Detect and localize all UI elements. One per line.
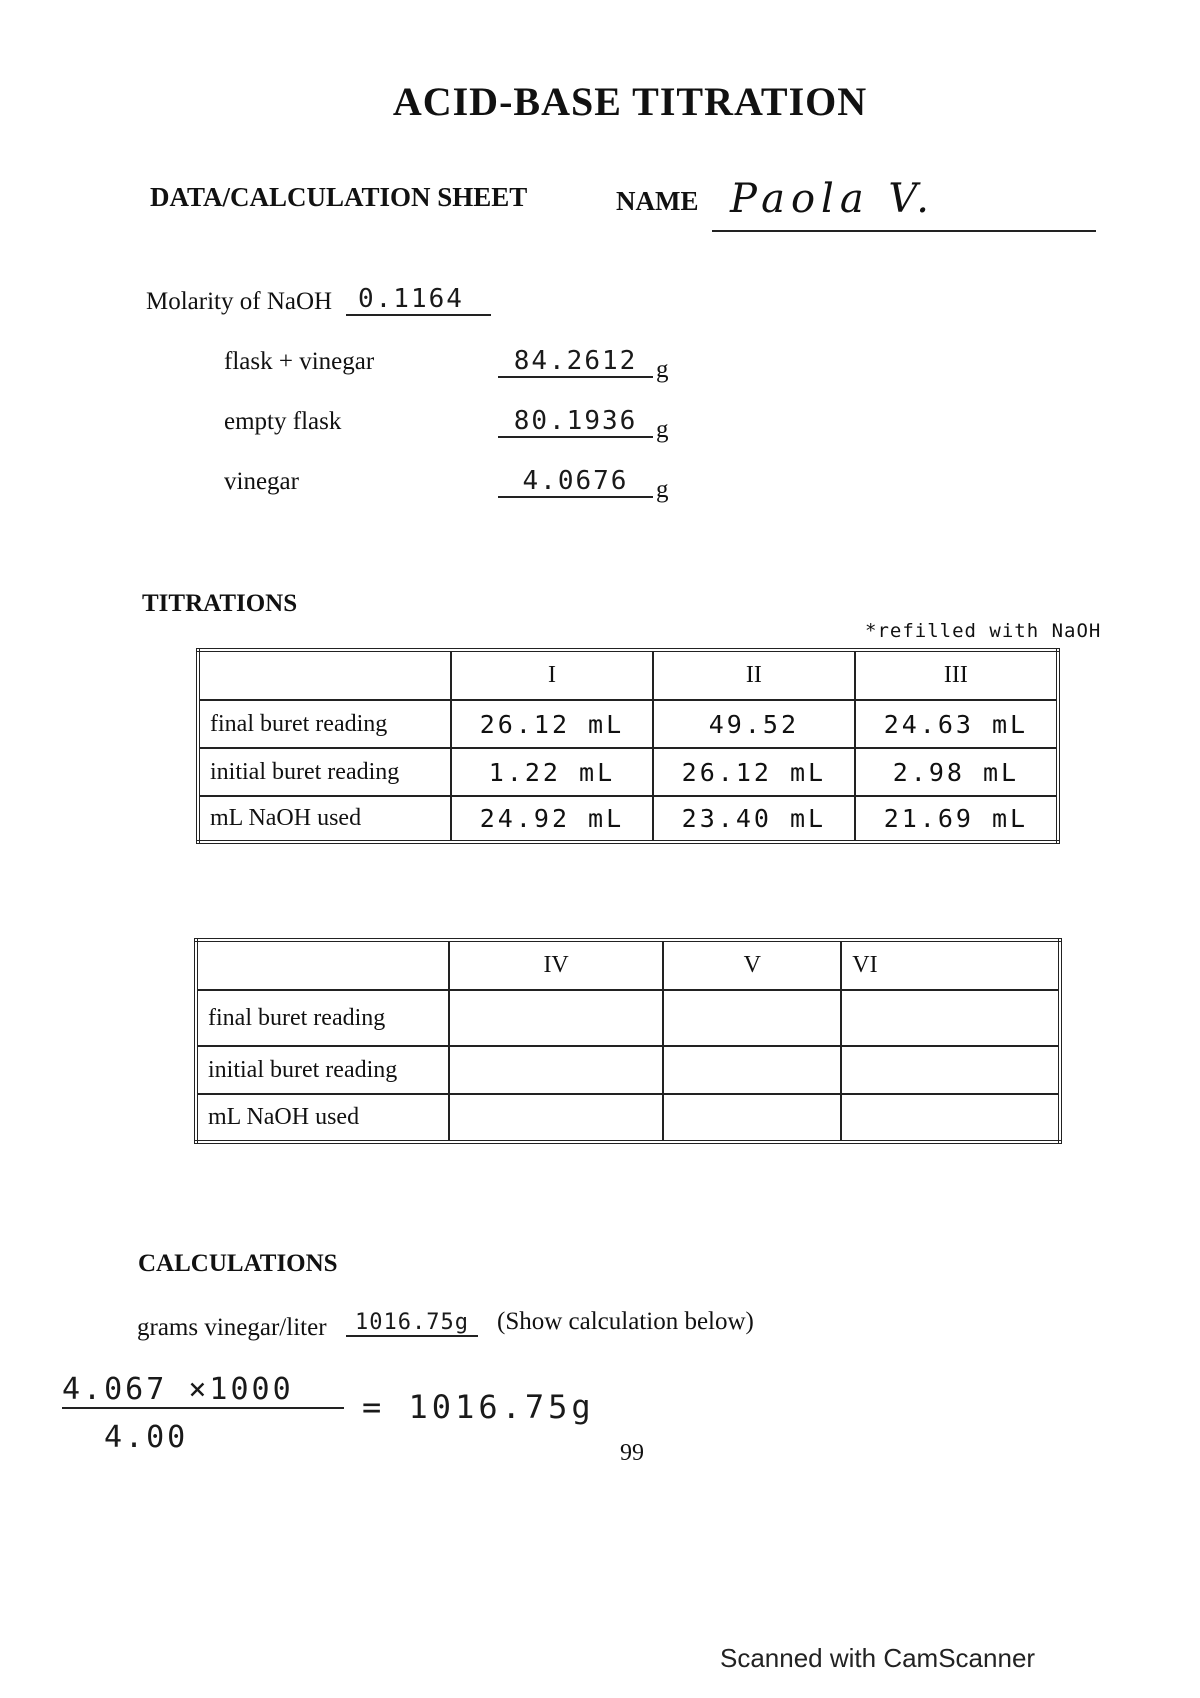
work-result: = 1016.75g bbox=[362, 1388, 595, 1426]
cell-value bbox=[449, 1094, 663, 1142]
titration-table-2 bbox=[194, 938, 1062, 1144]
table-row bbox=[198, 748, 1058, 796]
sheet-label: DATA/CALCULATION SHEET bbox=[150, 182, 528, 212]
row-label: mL NaOH used bbox=[198, 796, 451, 842]
name-value: Paola V. bbox=[730, 176, 936, 222]
table-header-row bbox=[198, 650, 1058, 700]
titration-table-1 bbox=[196, 648, 1060, 844]
table-row bbox=[196, 1046, 1060, 1094]
empty-flask-unit: g bbox=[656, 416, 669, 443]
cell-value bbox=[663, 1094, 841, 1142]
header-cell-IV: IV bbox=[449, 940, 663, 990]
header-cell-VI: VI bbox=[841, 940, 1060, 990]
header-cell-II: II bbox=[653, 650, 855, 700]
cell-value: 1.22 mL bbox=[451, 748, 653, 796]
grams-per-liter-label: grams vinegar/liter bbox=[137, 1314, 327, 1341]
refill-note: *refilled with NaOH bbox=[865, 620, 1102, 642]
cell-value bbox=[449, 990, 663, 1046]
row-label: initial buret reading bbox=[198, 748, 451, 796]
name-line bbox=[712, 230, 1096, 232]
cell-value: 26.12 mL bbox=[451, 700, 653, 748]
scanner-watermark: Scanned with CamScanner bbox=[720, 1643, 1036, 1673]
cell-value bbox=[841, 1046, 1060, 1094]
cell-value: 49.52 bbox=[653, 700, 855, 748]
cell-value: 24.63 mL bbox=[855, 700, 1058, 748]
row-label: mL NaOH used bbox=[196, 1094, 449, 1142]
vinegar-unit: g bbox=[656, 476, 669, 503]
table-row bbox=[198, 700, 1058, 748]
cell-value: 21.69 mL bbox=[855, 796, 1058, 842]
header-cell-blank bbox=[198, 650, 451, 700]
row-label: initial buret reading bbox=[196, 1046, 449, 1094]
grams-per-liter-note: (Show calculation below) bbox=[497, 1308, 754, 1335]
cell-value: 24.92 mL bbox=[451, 796, 653, 842]
cell-value: 26.12 mL bbox=[653, 748, 855, 796]
row-label: final buret reading bbox=[196, 990, 449, 1046]
page-title: ACID-BASE TITRATION bbox=[392, 79, 868, 124]
calculations-heading: CALCULATIONS bbox=[138, 1250, 338, 1277]
flask-vinegar-value: 84.2612 bbox=[498, 346, 653, 378]
page-number: 99 bbox=[620, 1440, 644, 1466]
name-label: NAME bbox=[616, 186, 699, 216]
work-numerator: 4.067 ×1000 bbox=[62, 1372, 344, 1409]
molarity-label: Molarity of NaOH bbox=[146, 288, 333, 315]
table-row bbox=[198, 796, 1058, 842]
table-header-row bbox=[196, 940, 1060, 990]
flask-vinegar-unit: g bbox=[656, 356, 669, 383]
work-denominator: 4.00 bbox=[104, 1420, 189, 1455]
header-cell-V: V bbox=[663, 940, 841, 990]
table-row bbox=[196, 990, 1060, 1046]
cell-value bbox=[841, 1094, 1060, 1142]
vinegar-label: vinegar bbox=[224, 468, 299, 495]
cell-value bbox=[663, 990, 841, 1046]
cell-value bbox=[663, 1046, 841, 1094]
flask-vinegar-label: flask + vinegar bbox=[224, 348, 375, 375]
header-cell-blank bbox=[196, 940, 449, 990]
cell-value bbox=[449, 1046, 663, 1094]
empty-flask-label: empty flask bbox=[224, 408, 342, 435]
cell-value bbox=[841, 990, 1060, 1046]
header-cell-III: III bbox=[855, 650, 1058, 700]
molarity-value: 0.1164 bbox=[346, 284, 491, 316]
header-cell-I: I bbox=[451, 650, 653, 700]
table-row bbox=[196, 1094, 1060, 1142]
grams-per-liter-value: 1016.75g bbox=[346, 1310, 478, 1337]
empty-flask-value: 80.1936 bbox=[498, 406, 653, 438]
cell-value: 2.98 mL bbox=[855, 748, 1058, 796]
titrations-heading: TITRATIONS bbox=[142, 590, 298, 617]
vinegar-value: 4.0676 bbox=[498, 466, 653, 498]
row-label: final buret reading bbox=[198, 700, 451, 748]
cell-value: 23.40 mL bbox=[653, 796, 855, 842]
